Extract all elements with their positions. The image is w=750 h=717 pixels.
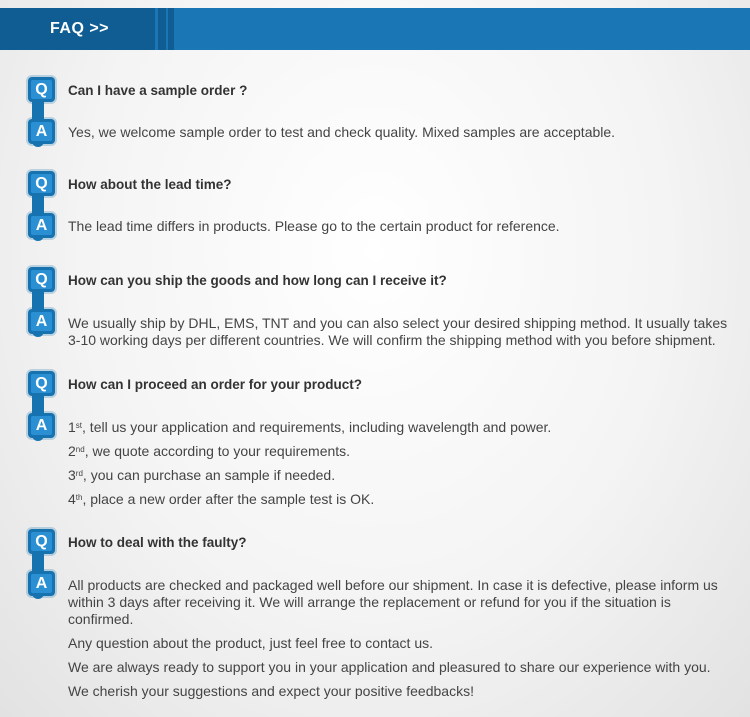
- faq-question: Can I have a sample order ?: [68, 83, 248, 98]
- order-step: 4th, place a new order after the sample test is OK.: [68, 491, 375, 507]
- faq-answer: [68, 419, 733, 508]
- question-badge: Q: [28, 529, 55, 554]
- answer-badge: A: [28, 119, 55, 144]
- question-badge: Q: [28, 371, 55, 396]
- answer-badge: A: [28, 213, 55, 238]
- answer-badge: A: [28, 413, 55, 438]
- faq-question: How about the lead time?: [68, 177, 232, 192]
- order-step: 1st, tell us your application and requirements, including wavelength and power.: [68, 419, 552, 435]
- faq-answer: We usually ship by DHL, EMS, TNT and you can also select your desired shipping method. It usually takes 3-10 working days per different countries. We will confirm the shipping method with you before shipment.: [68, 315, 728, 348]
- answer-badge: A: [28, 571, 55, 596]
- question-badge: Q: [28, 267, 55, 292]
- faq-answer: Yes, we welcome sample order to test and check quality. Mixed samples are acceptable.: [68, 124, 616, 140]
- faq-header: [0, 8, 750, 50]
- question-badge: Q: [28, 171, 55, 196]
- question-badge: Q: [28, 77, 55, 102]
- faq-question: How can you ship the goods and how long can I receive it?: [68, 273, 447, 288]
- faq-title: FAQ >>: [0, 8, 155, 50]
- faq-question: How can I proceed an order for your product?: [68, 377, 363, 392]
- faq-question: How to deal with the faulty?: [68, 535, 247, 550]
- answer-badge: A: [28, 309, 55, 334]
- order-step: 3rd, you can purchase an sample if needed.: [68, 467, 336, 483]
- faq-answer: All products are checked and packaged well before our shipment. In case it is defective, please inform us within 3 days after receiving it. We will arrange the replacement or refund for you if the situation is confirmed. Any question about the product, just feel free to contact us. We are always ready to support you in your application and pleasured to share our experience with you. We cherish your suggestions and expect your positive feedbacks!: [68, 577, 718, 699]
- faq-answer: The lead time differs in products. Please go to the certain product for reference.: [68, 218, 560, 234]
- header-stripe: [168, 8, 174, 50]
- header-stripe: [158, 8, 166, 50]
- order-step: 2nd, we quote according to your requirements.: [68, 443, 351, 459]
